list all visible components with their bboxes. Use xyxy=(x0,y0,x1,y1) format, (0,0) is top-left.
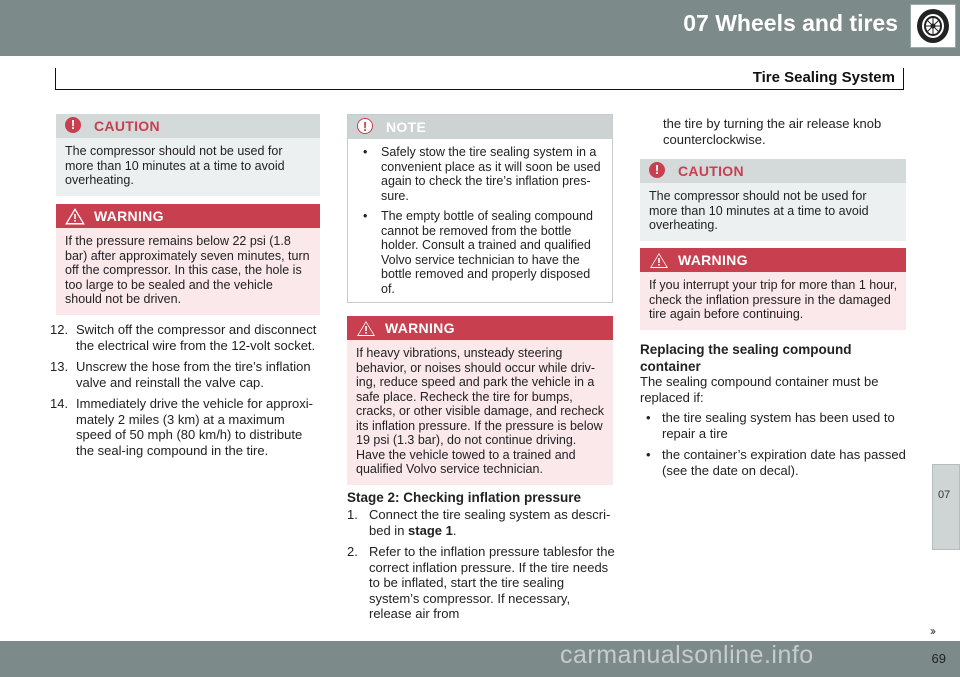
watermark: carmanualsonline.info xyxy=(560,641,814,669)
bullet: • xyxy=(363,145,368,159)
tire-wheel-icon xyxy=(910,4,956,48)
section-bar xyxy=(55,68,904,90)
warning-header xyxy=(640,248,906,272)
replace-heading: Replacing the sealing compound container xyxy=(640,342,852,374)
warning-box xyxy=(56,204,320,315)
warning-triangle-icon xyxy=(65,208,85,225)
warning-triangle-icon xyxy=(649,252,669,269)
section-title: Tire Sealing System xyxy=(752,69,895,86)
exclamation-icon: ! xyxy=(65,117,81,133)
step-text: Immediately drive the vehicle for approxi-mately 2 miles (3 km) at a maximum speed of 50 mph (80 km/h) to distribute the seal-ing compound in the tire. xyxy=(76,396,313,458)
step-text: Unscrew the hose from the tire’s inflation valve and reinstall the valve cap. xyxy=(76,359,311,390)
step-text: Switch off the compressor and disconnect the electrical wire from the 12-volt socket. xyxy=(76,322,317,353)
caution-text: The compressor should not be used for more than 10 minutes at a time to avoid overheating. xyxy=(640,183,906,241)
page-number: 69 xyxy=(931,651,946,666)
caution-header xyxy=(56,114,320,138)
replace-intro: The sealing compound container must be replaced if: xyxy=(640,374,879,405)
chapter-side-tab[interactable] xyxy=(932,464,960,550)
list-item xyxy=(50,359,322,390)
warning-box xyxy=(347,316,613,485)
caution-header xyxy=(640,159,906,183)
list-item xyxy=(357,145,604,203)
note-title: NOTE xyxy=(386,119,427,135)
note-header xyxy=(348,115,612,139)
chapter-header xyxy=(0,0,960,56)
warning-text: If the pressure remains below 22 psi (1.8 bar) after approximately seven minutes, turn off the compressor. In this case, the hole is too large to be sealed and the vehicle should not be driven. xyxy=(56,228,320,315)
warning-text: If you interrupt your trip for more than 1 hour, check the inflation pressure in the damaged tire again before continuing. xyxy=(640,272,906,330)
stage-steps xyxy=(347,507,615,628)
warning-box xyxy=(640,248,906,330)
step-number: 12. xyxy=(50,322,69,337)
bullet-text: the tire sealing system has been used to repair a tire xyxy=(662,410,895,441)
note-box xyxy=(347,114,613,303)
step-number: 2. xyxy=(347,544,358,559)
step-bold: stage 1 xyxy=(408,522,453,538)
bullet-text: the container’s expiration date has passed (see the date on decal). xyxy=(662,447,906,478)
warning-title: WARNING xyxy=(678,252,748,268)
bullet: • xyxy=(646,447,651,462)
step-text: Refer to the inflation pressure tablesfor the correct inflation pressure. If the tire needs to be inflated, start the tire sealing system’s compressor. If necessary, release air from xyxy=(369,544,615,621)
warning-title: WARNING xyxy=(94,208,164,224)
warning-text: If heavy vibrations, unsteady steering behavior, or noises should occur while driv-ing, reduce speed and park the vehicle in a safe place. Recheck the tire for bumps, cracks, or other visible damage, and recheck its inflation pressure. If the pressure is below 19 psi (1.3 bar), do not continue driving. Have the vehicle towed to a trained and qualified Volvo service technician. xyxy=(347,340,613,485)
caution-box xyxy=(640,159,906,241)
bullet: • xyxy=(363,209,368,223)
step-number: 13. xyxy=(50,359,69,374)
exclamation-icon: ! xyxy=(357,118,373,134)
list-item xyxy=(347,507,615,538)
list-item xyxy=(640,410,908,441)
warning-header xyxy=(56,204,320,228)
step-text: Connect the tire sealing system as descri-bed in xyxy=(369,507,611,538)
caution-title: CAUTION xyxy=(678,163,744,179)
chapter-title: 07 Wheels and tires xyxy=(683,10,898,36)
bullet: • xyxy=(646,410,651,425)
step-text-after: . xyxy=(452,522,457,538)
list-item xyxy=(50,322,322,353)
stage-heading: Stage 2: Checking inflation pressure xyxy=(347,490,582,505)
warning-triangle-icon xyxy=(356,320,376,337)
caution-box xyxy=(56,114,320,196)
bullet-text: The empty bottle of sealing compound cannot be removed from the bottle holder. Consult a trained and qualified Volvo service technician to have the bottle removed and properly disposed of. xyxy=(381,209,593,296)
note-body xyxy=(348,139,612,310)
step-number: 14. xyxy=(50,396,69,411)
replace-bullets xyxy=(640,410,908,484)
caution-text: The compressor should not be used for more than 10 minutes at a time to avoid overheating. xyxy=(56,138,320,196)
list-item xyxy=(640,447,908,478)
list-item xyxy=(50,396,322,458)
note-bullets xyxy=(357,145,604,296)
continuation-text: the tire by turning the air release knob counterclockwise. xyxy=(663,116,882,147)
side-tab-label: 07 xyxy=(938,489,951,501)
footer-bar xyxy=(0,641,960,677)
warning-header xyxy=(347,316,613,340)
list-item xyxy=(357,209,604,296)
warning-title: WARNING xyxy=(385,320,455,336)
list-item xyxy=(347,544,615,622)
step-number: 1. xyxy=(347,507,358,522)
bullet-text: Safely stow the tire sealing system in a convenient place as it will soon be used again to check the tire’s inflation pres-sure. xyxy=(381,145,601,203)
caution-title: CAUTION xyxy=(94,118,160,134)
step-list xyxy=(50,322,322,464)
exclamation-icon: ! xyxy=(649,162,665,178)
next-page-arrows[interactable]: ›› xyxy=(930,624,934,638)
